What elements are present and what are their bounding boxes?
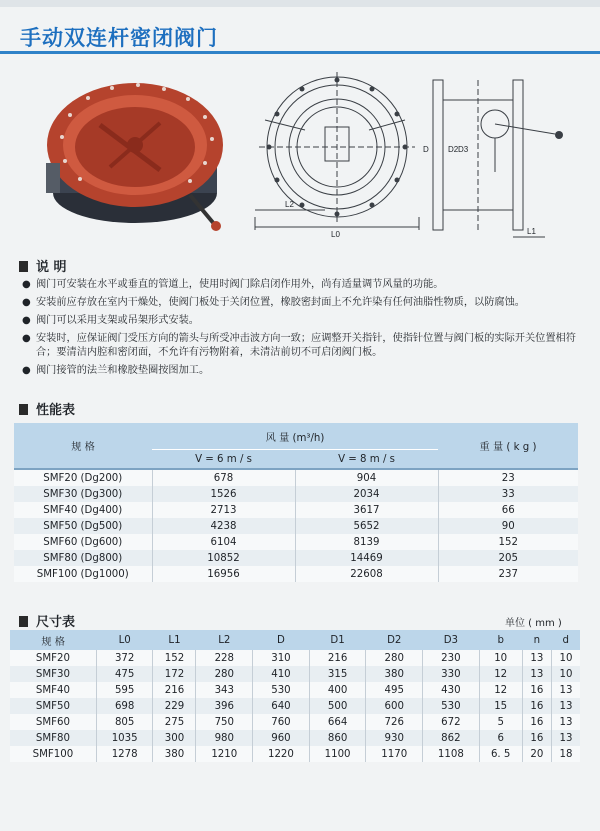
dims-cell: 430 <box>423 682 480 698</box>
dims-cell: 330 <box>423 666 480 682</box>
perf-header-weight: 重 量 ( k g ) <box>438 423 578 469</box>
dims-cell: 396 <box>196 698 253 714</box>
dims-cell: 1170 <box>366 746 423 762</box>
dims-cell: 1278 <box>96 746 153 762</box>
dims-cell: 595 <box>96 682 153 698</box>
dims-cell: 980 <box>196 730 253 746</box>
dims-cell: 672 <box>423 714 480 730</box>
dims-cell: 380 <box>366 666 423 682</box>
dims-cell: 280 <box>366 650 423 666</box>
table-row: SMF40 (Dg400) 2713 3617 66 <box>14 502 578 518</box>
table-row <box>10 666 580 682</box>
table-row: SMF80 (Dg800) 10852 14469 205 <box>14 550 578 566</box>
bullet-icon: ● <box>22 365 31 376</box>
dims-cell: 698 <box>96 698 153 714</box>
dims-cell: 1108 <box>423 746 480 762</box>
dims-cell: 500 <box>309 698 366 714</box>
dims-cell: 495 <box>366 682 423 698</box>
note-item: ● 安装时，应保证阀门受压方向的箭头与所受冲击波方向一致；应调整开关指针，使指针位置与阀门板的实际开关位置相符合；要清洁内腔和密闭面，不允许有污物附着，未清洁前切不可启闭阀门板。 <box>22 333 576 358</box>
dims-cell: 315 <box>309 666 366 682</box>
dims-cell: 400 <box>309 682 366 698</box>
dims-header: D1 <box>309 630 366 650</box>
table-row <box>10 730 580 746</box>
dims-cell: 228 <box>196 650 253 666</box>
dims-cell: 380 <box>153 746 196 762</box>
dims-cell: 13 <box>552 714 580 730</box>
dims-cell: 960 <box>253 730 310 746</box>
dims-header: D <box>253 630 310 650</box>
dims-cell: 216 <box>153 682 196 698</box>
dims-cell: 18 <box>552 746 580 762</box>
dims-cell: 343 <box>196 682 253 698</box>
dims-cell: 13 <box>552 730 580 746</box>
dims-cell: 172 <box>153 666 196 682</box>
label-d: D <box>423 145 429 154</box>
dims-cell: 860 <box>309 730 366 746</box>
note-item: ● 阀门可安装在水平或垂直的管道上，使用时阀门除启闭作用外，尚有适量调节风量的功能。 <box>22 279 444 290</box>
dims-cell: 16 <box>522 682 551 698</box>
table-row: SMF50 (Dg500) 4238 5652 90 <box>14 518 578 534</box>
dims-cell: 600 <box>366 698 423 714</box>
dims-cell: 410 <box>253 666 310 682</box>
dims-cell-spec: SMF100 <box>10 746 96 762</box>
dims-cell: 805 <box>96 714 153 730</box>
dims-header: n <box>522 630 551 650</box>
dims-cell: 16 <box>522 714 551 730</box>
dims-cell: 16 <box>522 698 551 714</box>
heading-marker <box>19 616 28 627</box>
dims-cell: 16 <box>522 730 551 746</box>
dims-header: L1 <box>153 630 196 650</box>
dims-cell: 13 <box>552 682 580 698</box>
notes-list <box>22 278 582 382</box>
dims-cell: 664 <box>309 714 366 730</box>
dims-cell-spec: SMF50 <box>10 698 96 714</box>
dims-header: d <box>552 630 580 650</box>
notes-heading: 说 明 <box>19 256 67 275</box>
dims-cell: 1210 <box>196 746 253 762</box>
table-row <box>10 682 580 698</box>
dims-header: D3 <box>423 630 480 650</box>
bullet-icon: ● <box>22 315 31 326</box>
dims-cell-spec: SMF60 <box>10 714 96 730</box>
dims-cell-spec: SMF80 <box>10 730 96 746</box>
table-row: SMF30 (Dg300) 1526 2034 33 <box>14 486 578 502</box>
bullet-icon: ● <box>22 297 31 308</box>
dims-cell: 13 <box>522 650 551 666</box>
dimensions-heading: 尺寸表 <box>19 611 75 630</box>
dims-cell: 6. 5 <box>479 746 522 762</box>
dims-header: 规 格 <box>10 630 96 650</box>
dims-cell: 530 <box>253 682 310 698</box>
dims-header: L2 <box>196 630 253 650</box>
table-row <box>10 650 580 666</box>
bullet-icon: ● <box>22 333 31 344</box>
dims-cell: 280 <box>196 666 253 682</box>
label-l0: L0 <box>331 230 340 239</box>
table-row: SMF100 (Dg1000) 16956 22608 237 <box>14 566 578 582</box>
dims-cell: 230 <box>423 650 480 666</box>
unit-label: 单位 ( mm ) <box>505 618 562 629</box>
table-row: SMF20 (Dg200) 678 904 23 <box>14 469 578 486</box>
table-row: SMF60 (Dg600) 6104 8139 152 <box>14 534 578 550</box>
dims-cell: 475 <box>96 666 153 682</box>
dims-header: b <box>479 630 522 650</box>
dims-cell: 300 <box>153 730 196 746</box>
dims-cell-spec: SMF30 <box>10 666 96 682</box>
perf-header-airflow: 风 量 (m³/h) <box>152 423 438 450</box>
dims-cell-spec: SMF20 <box>10 650 96 666</box>
dims-cell: 1220 <box>253 746 310 762</box>
dims-cell: 216 <box>309 650 366 666</box>
dims-header: L0 <box>96 630 153 650</box>
dims-cell: 10 <box>552 650 580 666</box>
label-d2: D2 <box>448 145 459 154</box>
dims-cell: 726 <box>366 714 423 730</box>
valve-drawing <box>245 72 585 242</box>
dimensions-table <box>10 630 580 762</box>
dims-cell: 862 <box>423 730 480 746</box>
dims-cell: 13 <box>552 698 580 714</box>
dims-header: D2 <box>366 630 423 650</box>
dims-cell: 12 <box>479 682 522 698</box>
label-l2: L2 <box>285 200 294 209</box>
dims-cell: 372 <box>96 650 153 666</box>
table-row <box>10 698 580 714</box>
dims-cell: 20 <box>522 746 551 762</box>
dims-cell: 10 <box>552 666 580 682</box>
title-divider <box>0 51 600 54</box>
note-item: ● 阀门可以采用支架或吊架形式安装。 <box>22 315 199 326</box>
dims-cell: 930 <box>366 730 423 746</box>
dims-cell: 1100 <box>309 746 366 762</box>
dims-cell: 640 <box>253 698 310 714</box>
dims-cell: 10 <box>479 650 522 666</box>
table-row <box>10 746 580 762</box>
top-band <box>0 0 600 7</box>
heading-marker <box>19 261 28 272</box>
perf-header-v6: V = 6 m / s <box>152 450 295 470</box>
perf-header-v8: V = 8 m / s <box>295 450 438 470</box>
dims-cell: 5 <box>479 714 522 730</box>
note-item: ● 安装前应存放在室内干燥处，使阀门板处于关闭位置，橡胶密封面上不允许染有任何油脂性物质，以防腐蚀。 <box>22 297 525 308</box>
dims-cell: 152 <box>153 650 196 666</box>
dims-cell: 12 <box>479 666 522 682</box>
perf-header-spec: 规 格 <box>14 423 152 469</box>
dims-cell: 1035 <box>96 730 153 746</box>
valve-photo <box>40 75 230 235</box>
dims-cell: 310 <box>253 650 310 666</box>
dims-cell: 15 <box>479 698 522 714</box>
dims-cell-spec: SMF40 <box>10 682 96 698</box>
bullet-icon: ● <box>22 279 31 290</box>
label-l1: L1 <box>527 227 536 236</box>
dims-cell: 275 <box>153 714 196 730</box>
dims-cell: 229 <box>153 698 196 714</box>
page-title: 手动双连杆密闭阀门 <box>20 26 218 50</box>
note-item: ● 阀门接管的法兰和橡胶垫圈按图加工。 <box>22 365 210 376</box>
dims-cell: 6 <box>479 730 522 746</box>
table-row <box>10 714 580 730</box>
dims-cell: 750 <box>196 714 253 730</box>
performance-table <box>14 423 578 582</box>
label-d3: D3 <box>458 145 469 154</box>
performance-heading: 性能表 <box>19 399 75 418</box>
dims-cell: 530 <box>423 698 480 714</box>
dims-cell: 13 <box>522 666 551 682</box>
heading-marker <box>19 404 28 415</box>
dims-cell: 760 <box>253 714 310 730</box>
